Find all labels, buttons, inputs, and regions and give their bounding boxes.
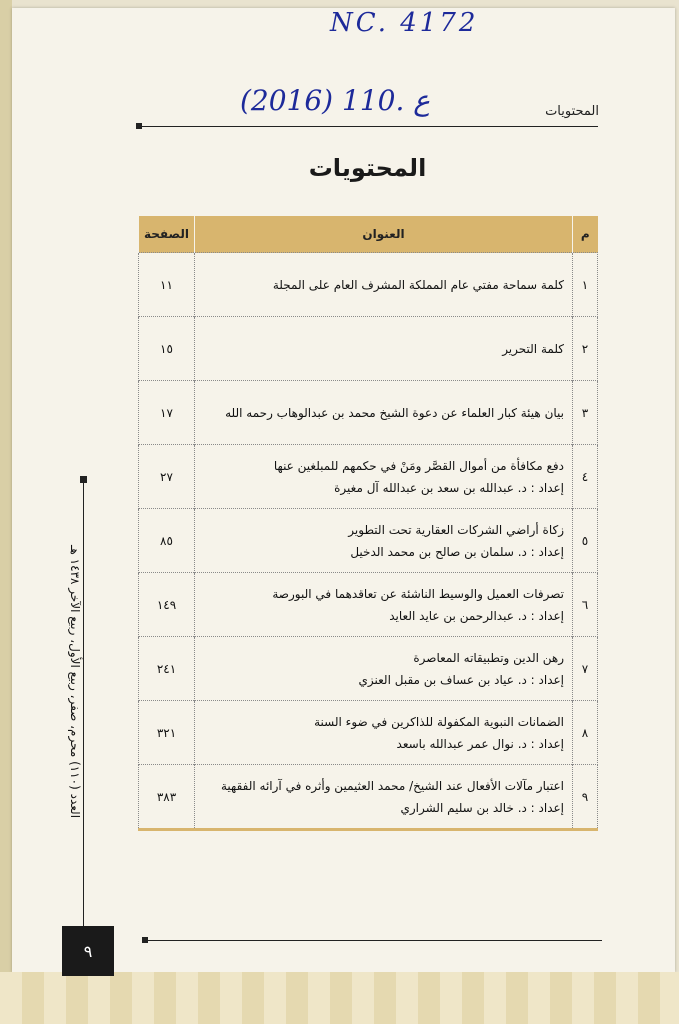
- row-entry: [195, 381, 573, 445]
- table-row: [139, 765, 598, 830]
- contents-body: [139, 253, 598, 830]
- side-rule-marker: [80, 476, 87, 483]
- row-entry: [195, 765, 573, 830]
- entry-author: إعداد : د. عبدالرحمن بن عايد العايد: [389, 608, 564, 623]
- entry-title: الضمانات النبوية المكفولة للذاكرين في ضوء السنة: [314, 714, 564, 729]
- row-page: ٨٥: [139, 509, 195, 573]
- entry-title: اعتبار مآلات الأفعال عند الشيخ/ محمد العثيمين وأثره في آرائه الفقهية: [220, 778, 564, 793]
- row-page: ٣٢١: [139, 701, 195, 765]
- row-page: ١٤٩: [139, 573, 195, 637]
- row-number: ٤: [573, 445, 598, 509]
- table-row: [139, 381, 598, 445]
- row-entry: [195, 317, 573, 381]
- entry-title: دفع مكافأة من أموال القصَّر ومَنْ في حكمهم للمبلغين عنها: [273, 458, 564, 473]
- row-number: ٢: [573, 317, 598, 381]
- table-row: [139, 317, 598, 381]
- entry-title: تصرفات العميل والوسيط الناشئة عن تعاقدهما في البورصة: [272, 586, 564, 601]
- row-page: ١١: [139, 253, 195, 317]
- issue-caption: العدد (١١٠) محرم، صفر، ربيع الأول، ربيع الآخر ١٤٣٨ هـ: [68, 545, 82, 819]
- entry-author: إعداد : د. سلمان بن صالح بن محمد الدخيل: [350, 544, 564, 559]
- entry-author: إعداد : د. عبدالله بن سعد بن عبدالله آل مغيرة: [334, 480, 564, 495]
- row-entry: [195, 253, 573, 317]
- entry-title: زكاة أراضي الشركات العقارية تحت التطوير: [348, 522, 564, 537]
- row-number: ٥: [573, 509, 598, 573]
- row-entry: [195, 637, 573, 701]
- page-number: ٩: [62, 926, 114, 976]
- handwritten-code-note: (2016) 110. ع: [240, 84, 430, 117]
- row-page: ٣٨٣: [139, 765, 195, 830]
- page-title: المحتويات: [308, 154, 427, 182]
- entry-author: إعداد : د. نوال عمر عبدالله باسعد: [396, 736, 564, 751]
- handwritten-accession-note: NC. 4172: [330, 8, 479, 38]
- entry-title: كلمة التحرير: [502, 341, 564, 356]
- entry-title: رهن الدين وتطبيقاته المعاصرة: [413, 650, 564, 665]
- row-entry: [195, 445, 573, 509]
- table-row: [139, 253, 598, 317]
- contents-table: [138, 216, 598, 831]
- row-number: ٦: [573, 573, 598, 637]
- entry-author: إعداد : د. خالد بن سليم الشراري: [400, 800, 564, 815]
- row-entry: [195, 509, 573, 573]
- row-number: ٧: [573, 637, 598, 701]
- row-page: ٢٤١: [139, 637, 195, 701]
- row-entry: [195, 701, 573, 765]
- row-number: ٣: [573, 381, 598, 445]
- col-header-page: الصفحة: [139, 216, 195, 253]
- row-entry: [195, 573, 573, 637]
- row-page: ١٥: [139, 317, 195, 381]
- entry-title: كلمة سماحة مفتي عام المملكة المشرف العام على المجلة: [272, 277, 564, 292]
- entry-title: بيان هيئة كبار العلماء عن دعوة الشيخ محمد بن عبدالوهاب رحمه الله: [225, 405, 564, 420]
- running-header: المحتويات: [545, 104, 599, 119]
- footer-rule: [142, 940, 602, 941]
- row-number: ١: [573, 253, 598, 317]
- col-header-number: م: [573, 216, 598, 253]
- row-number: ٨: [573, 701, 598, 765]
- table-row: [139, 637, 598, 701]
- table-row: [139, 509, 598, 573]
- col-header-title: العنوان: [195, 216, 573, 253]
- footer-rule-marker: [142, 937, 148, 943]
- table-header-row: [139, 216, 598, 253]
- header-rule-marker: [136, 123, 142, 129]
- decorative-bottom-strip: [0, 972, 679, 1024]
- row-page: ٢٧: [139, 445, 195, 509]
- side-rule: [83, 480, 84, 930]
- entry-author: إعداد : د. عياد بن عساف بن مقبل العنزي: [358, 672, 564, 687]
- table-row: [139, 445, 598, 509]
- row-page: ١٧: [139, 381, 195, 445]
- table-row: [139, 573, 598, 637]
- header-rule: [138, 126, 598, 127]
- table-row: [139, 701, 598, 765]
- row-number: ٩: [573, 765, 598, 830]
